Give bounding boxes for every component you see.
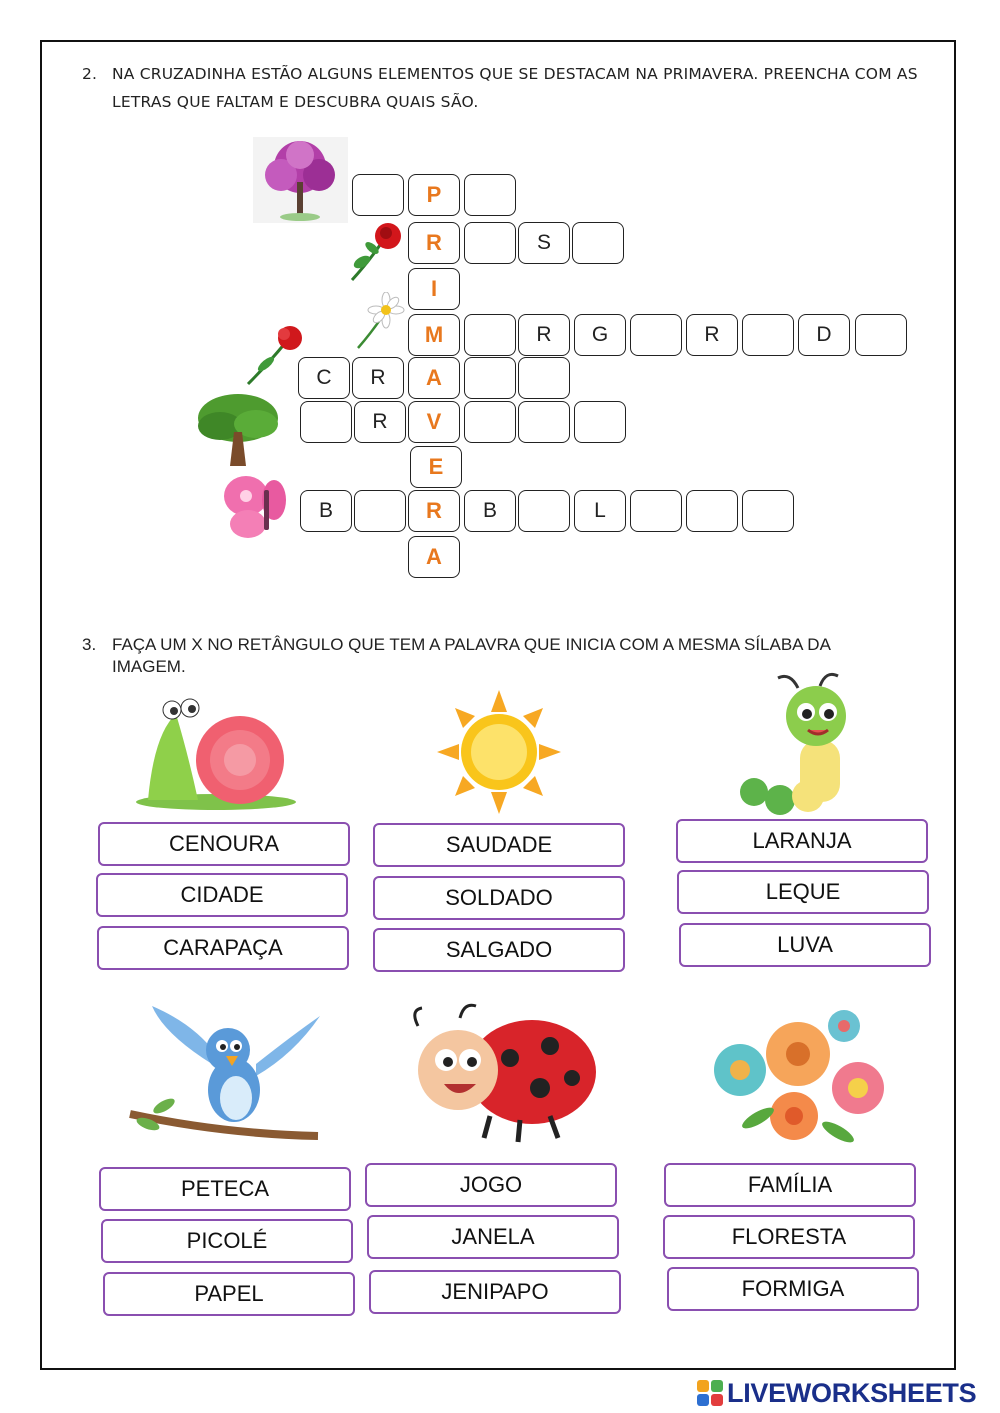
option-button[interactable]: PAPEL [103,1272,355,1316]
question-2-line2: LETRAS QUE FALTAM E DESCUBRA QUAIS SÃO. [112,93,479,111]
crossword-cell[interactable] [855,314,907,356]
crossword-cell[interactable] [630,314,682,356]
crossword-cell[interactable]: B [464,490,516,532]
crossword-cell[interactable]: R [354,401,406,443]
crossword-cell[interactable] [464,174,516,216]
crossword-cell[interactable] [742,490,794,532]
question-3-line1: FAÇA UM X NO RETÂNGULO QUE TEM A PALAVRA QUE INICIA COM A MESMA SÍLABA DA [112,635,831,654]
crossword-cell[interactable] [518,357,570,399]
rose-image [342,218,408,286]
crossword-cell[interactable] [464,314,516,356]
option-button[interactable]: FORMIGA [667,1267,919,1311]
option-button[interactable]: FLORESTA [663,1215,915,1259]
crossword-cell[interactable] [742,314,794,356]
crossword-cell[interactable] [464,401,516,443]
question-3-number: 3. [82,635,97,654]
question-2-number: 2. [82,65,98,83]
crossword-key-cell: E [410,446,462,488]
option-button[interactable]: SALGADO [373,928,625,972]
crossword-cell[interactable] [686,490,738,532]
crossword-cell[interactable] [572,222,624,264]
question-3-line2: IMAGEM. [112,657,186,676]
option-button[interactable]: CARAPAÇA [97,926,349,970]
crossword-key-cell: V [408,401,460,443]
snail-image [128,694,303,812]
option-button[interactable]: SOLDADO [373,876,625,920]
crossword-cell[interactable] [464,222,516,264]
caterpillar-image [730,668,860,816]
option-button[interactable]: LARANJA [676,819,928,863]
crossword-key-cell: I [408,268,460,310]
crossword-cell[interactable] [518,490,570,532]
crossword-cell[interactable] [630,490,682,532]
crossword-key-cell: M [408,314,460,356]
ladybug-image [400,998,602,1148]
crossword-cell[interactable] [464,357,516,399]
crossword-cell[interactable] [352,174,404,216]
crossword-cell[interactable]: B [300,490,352,532]
question-2 [82,60,962,116]
crossword-key-cell: R [408,490,460,532]
crossword-cell[interactable] [354,490,406,532]
option-button[interactable]: LUVA [679,923,931,967]
option-button[interactable]: PETECA [99,1167,351,1211]
liveworksheets-logo[interactable] [697,1378,976,1408]
flowers-image [698,996,898,1150]
question-2-line1: NA CRUZADINHA ESTÃO ALGUNS ELEMENTOS QUE SE DESTACAM NA PRIMAVERA. PREENCHA COM AS [112,65,918,83]
option-button[interactable]: SAUDADE [373,823,625,867]
crossword-cell[interactable]: R [686,314,738,356]
crossword-key-cell: A [408,357,460,399]
option-button[interactable]: JENIPAPO [369,1270,621,1314]
option-button[interactable]: FAMÍLIA [664,1163,916,1207]
butterfly-image [218,470,298,544]
sun-image [434,688,564,816]
crossword-key-cell: P [408,174,460,216]
crossword-key-cell: R [408,222,460,264]
crossword-cell[interactable]: D [798,314,850,356]
crossword-cell[interactable] [518,401,570,443]
option-button[interactable]: LEQUE [677,870,929,914]
crossword-cell[interactable]: L [574,490,626,532]
crossword-cell[interactable]: R [352,357,404,399]
option-button[interactable]: JANELA [367,1215,619,1259]
daisy-image [354,292,408,350]
crossword-cell[interactable]: S [518,222,570,264]
tree-pink-image [253,137,348,223]
logo-mark-icon [697,1380,723,1406]
logo-text: LIVEWORKSHEETS [727,1377,977,1408]
option-button[interactable]: JOGO [365,1163,617,1207]
crossword-key-cell: A [408,536,460,578]
option-button[interactable]: CENOURA [98,822,350,866]
option-button[interactable]: PICOLÉ [101,1219,353,1263]
green-tree-image [190,388,286,468]
crossword-cell[interactable]: C [298,357,350,399]
crossword-cell[interactable]: G [574,314,626,356]
crossword-cell[interactable] [574,401,626,443]
bird-image [124,994,324,1156]
crossword-cell[interactable]: R [518,314,570,356]
option-button[interactable]: CIDADE [96,873,348,917]
crossword-cell[interactable] [300,401,352,443]
carnation-image [244,324,306,388]
